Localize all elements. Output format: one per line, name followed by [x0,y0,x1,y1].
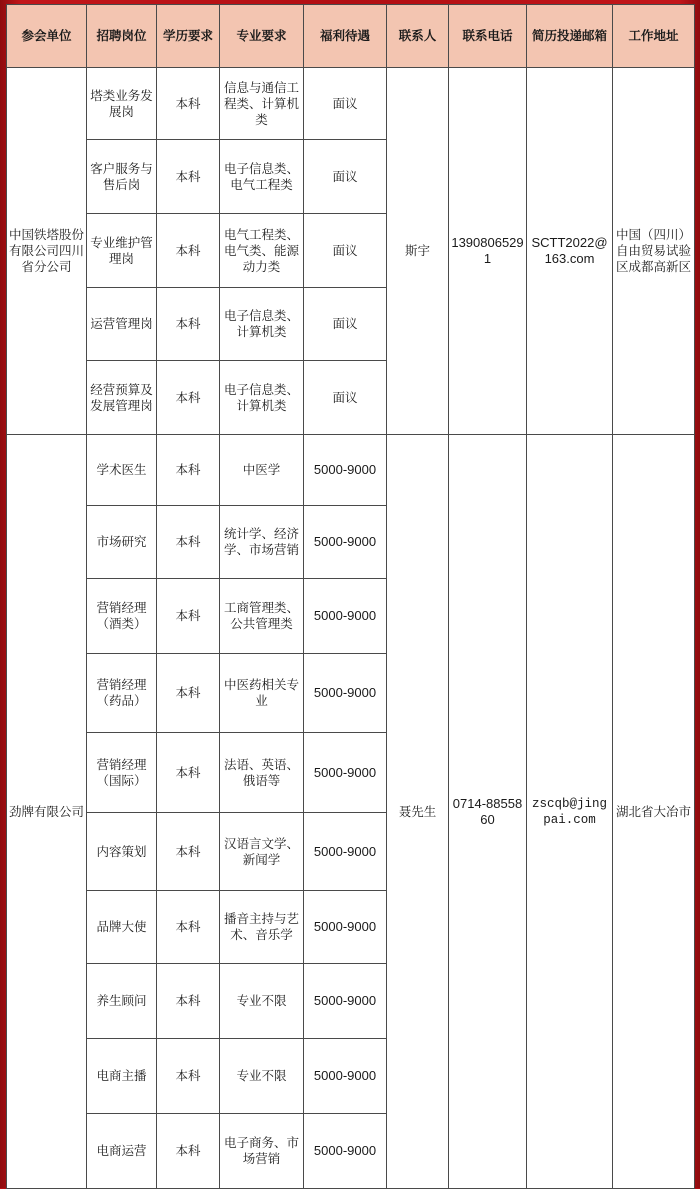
major-cell: 汉语言文学、新闻学 [220,813,304,891]
salary-cell: 5000-9000 [304,813,387,891]
salary-cell: 5000-9000 [304,435,387,506]
education-cell: 本科 [157,68,220,140]
company-name: 劲牌有限公司 [7,435,87,1189]
table-row [7,435,695,506]
education-cell: 本科 [157,288,220,361]
company-name: 中国铁塔股份有限公司四川省分公司 [7,68,87,435]
position-cell: 营销经理（酒类） [87,579,157,654]
position-cell: 市场研究 [87,506,157,579]
salary-cell: 5000-9000 [304,1039,387,1114]
salary-cell: 5000-9000 [304,579,387,654]
salary-cell: 5000-9000 [304,891,387,964]
position-cell: 电商运营 [87,1114,157,1189]
header-phone: 联系电话 [449,5,527,68]
salary-cell: 5000-9000 [304,733,387,813]
position-cell: 经营预算及发展管理岗 [87,361,157,435]
phone-cell: 13908065291 [449,68,527,435]
major-cell: 电子信息类、计算机类 [220,288,304,361]
salary-cell: 5000-9000 [304,654,387,733]
salary-cell: 面议 [304,288,387,361]
education-cell: 本科 [157,1114,220,1189]
position-cell: 电商主播 [87,1039,157,1114]
contact-cell: 斯宇 [387,68,449,435]
education-cell: 本科 [157,579,220,654]
header-address: 工作地址 [613,5,695,68]
table-row [7,68,695,140]
major-cell: 信息与通信工程类、计算机类 [220,68,304,140]
education-cell: 本科 [157,140,220,214]
major-cell: 法语、英语、俄语等 [220,733,304,813]
phone-cell: 0714-8855860 [449,435,527,1189]
education-cell: 本科 [157,733,220,813]
header-salary: 福利待遇 [304,5,387,68]
position-cell: 客户服务与售后岗 [87,140,157,214]
salary-cell: 5000-9000 [304,964,387,1039]
education-cell: 本科 [157,964,220,1039]
address-cell: 湖北省大冶市 [613,435,695,1189]
header-education: 学历要求 [157,5,220,68]
position-cell: 品牌大使 [87,891,157,964]
major-cell: 中医学 [220,435,304,506]
major-cell: 电子商务、市场营销 [220,1114,304,1189]
email-cell: SCTT2022@163.com [527,68,613,435]
address-cell: 中国（四川）自由贸易试验区成都高新区 [613,68,695,435]
header-major: 专业要求 [220,5,304,68]
email-cell: zscqb@jingpai.com [527,435,613,1189]
major-cell: 播音主持与艺术、音乐学 [220,891,304,964]
contact-cell: 聂先生 [387,435,449,1189]
position-cell: 塔类业务发展岗 [87,68,157,140]
education-cell: 本科 [157,891,220,964]
position-cell: 营销经理（国际） [87,733,157,813]
salary-cell: 5000-9000 [304,1114,387,1189]
position-cell: 运营管理岗 [87,288,157,361]
salary-cell: 面议 [304,140,387,214]
position-cell: 专业维护管理岗 [87,214,157,288]
education-cell: 本科 [157,654,220,733]
position-cell: 学术医生 [87,435,157,506]
header-company: 参会单位 [7,5,87,68]
recruitment-table [6,4,695,1189]
education-cell: 本科 [157,214,220,288]
major-cell: 电气工程类、电气类、能源动力类 [220,214,304,288]
position-cell: 营销经理（药品） [87,654,157,733]
salary-cell: 面议 [304,214,387,288]
major-cell: 专业不限 [220,1039,304,1114]
header-position: 招聘岗位 [87,5,157,68]
salary-cell: 面议 [304,361,387,435]
position-cell: 内容策划 [87,813,157,891]
major-cell: 电子信息类、计算机类 [220,361,304,435]
major-cell: 电子信息类、电气工程类 [220,140,304,214]
major-cell: 工商管理类、公共管理类 [220,579,304,654]
position-cell: 养生顾问 [87,964,157,1039]
header-row [7,5,695,68]
education-cell: 本科 [157,361,220,435]
major-cell: 统计学、经济学、市场营销 [220,506,304,579]
education-cell: 本科 [157,813,220,891]
salary-cell: 5000-9000 [304,506,387,579]
header-email: 简历投递邮箱 [527,5,613,68]
major-cell: 中医药相关专业 [220,654,304,733]
header-contact: 联系人 [387,5,449,68]
education-cell: 本科 [157,435,220,506]
major-cell: 专业不限 [220,964,304,1039]
salary-cell: 面议 [304,68,387,140]
education-cell: 本科 [157,506,220,579]
education-cell: 本科 [157,1039,220,1114]
